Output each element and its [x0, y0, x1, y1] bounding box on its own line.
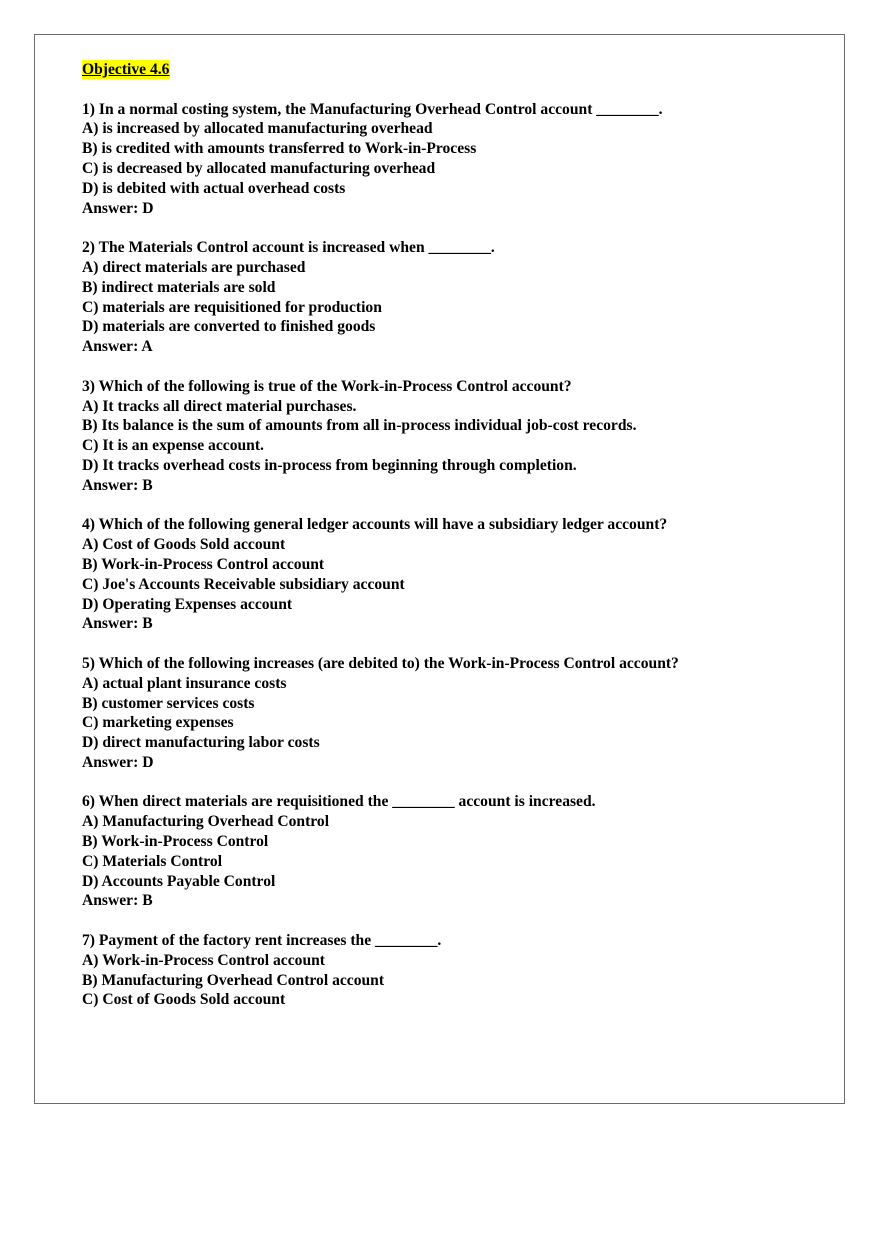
answer-option: C) materials are requisitioned for production	[82, 298, 382, 316]
answer-key: Answer: B	[82, 476, 153, 494]
answer-option: C) Cost of Goods Sold account	[82, 991, 286, 1009]
answer-option: C) It is an expense account.	[82, 437, 264, 455]
answer-key: Answer: B	[82, 615, 153, 633]
question-block-2	[82, 238, 822, 357]
answer-option: D) direct manufacturing labor costs	[82, 734, 320, 752]
answer-option: D) is debited with actual overhead costs	[82, 179, 346, 197]
answer-key: Answer: D	[82, 753, 154, 771]
question-block-4	[82, 515, 822, 634]
question-block-6	[82, 792, 822, 911]
question-stem: 5) Which of the following increases (are debited to) the Work-in-Process Control account?	[82, 654, 679, 672]
answer-option: A) actual plant insurance costs	[82, 674, 287, 692]
document-content	[82, 60, 822, 1010]
answer-option: D) Accounts Payable Control	[82, 872, 276, 890]
answer-option: C) Materials Control	[82, 852, 223, 870]
question-stem: 7) Payment of the factory rent increases the ________.	[82, 932, 442, 950]
question-stem: 4) Which of the following general ledger accounts will have a subsidiary ledger account?	[82, 516, 668, 534]
answer-option: A) Work-in-Process Control account	[82, 951, 325, 969]
objective-heading-row	[82, 60, 822, 80]
answer-key: Answer: B	[82, 892, 153, 910]
question-stem: 3) Which of the following is true of the Work-in-Process Control account?	[82, 377, 572, 395]
answer-option: A) Manufacturing Overhead Control	[82, 813, 330, 831]
answer-option: A) It tracks all direct material purchases.	[82, 397, 357, 415]
answer-key: Answer: A	[82, 338, 153, 356]
question-stem: 2) The Materials Control account is increased when ________.	[82, 239, 495, 257]
answer-option: B) Its balance is the sum of amounts from all in-process individual job-cost records.	[82, 417, 637, 435]
answer-option: C) Joe's Accounts Receivable subsidiary account	[82, 575, 405, 593]
answer-option: B) Work-in-Process Control account	[82, 555, 325, 573]
question-stem: 6) When direct materials are requisitioned the ________ account is increased.	[82, 793, 596, 811]
question-block-1	[82, 100, 822, 219]
answer-option: A) Cost of Goods Sold account	[82, 536, 286, 554]
answer-option: A) direct materials are purchased	[82, 258, 306, 276]
question-stem: 1) In a normal costing system, the Manufacturing Overhead Control account ________.	[82, 100, 663, 118]
answer-option: D) It tracks overhead costs in-process from beginning through completion.	[82, 456, 577, 474]
question-block-7	[82, 931, 822, 1010]
answer-option: B) indirect materials are sold	[82, 278, 276, 296]
answer-option: D) materials are converted to finished goods	[82, 318, 376, 336]
answer-key: Answer: D	[82, 199, 154, 217]
answer-option: B) is credited with amounts transferred to Work-in-Process	[82, 140, 477, 158]
answer-option: B) customer services costs	[82, 694, 255, 712]
answer-option: B) Manufacturing Overhead Control account	[82, 971, 385, 989]
answer-option: B) Work-in-Process Control	[82, 833, 269, 851]
objective-heading: Objective 4.6	[82, 61, 170, 78]
question-block-3	[82, 377, 822, 496]
answer-option: A) is increased by allocated manufacturing overhead	[82, 120, 433, 138]
answer-option: C) marketing expenses	[82, 714, 234, 732]
answer-option: D) Operating Expenses account	[82, 595, 293, 613]
question-block-5	[82, 654, 822, 773]
answer-option: C) is decreased by allocated manufacturing overhead	[82, 159, 436, 177]
question-list	[82, 100, 822, 1011]
